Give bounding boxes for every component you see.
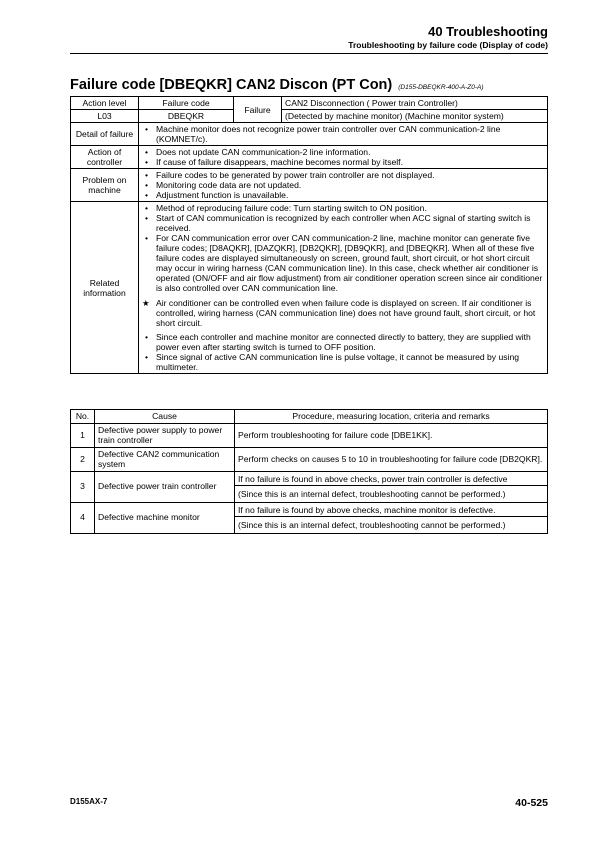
cause-table [70,409,548,534]
info-value-row [71,110,548,123]
cause-row [71,423,548,447]
cause-remark-line: If no failure is found by above checks, machine monitor is defective. [238,504,496,515]
cause-remark: Perform troubleshooting for failure code [DBE1KK]. [235,423,548,447]
col-cause-header: Cause [95,410,235,424]
cause-text: Defective CAN2 communication system [95,447,235,471]
col-remarks-header: Procedure, measuring location, criteria and remarks [235,410,548,424]
cause-row [71,471,548,502]
action-item: • Does not update CAN communication-2 line information. [142,147,544,157]
related-cell [139,202,548,374]
cause-remark: Perform checks on causes 5 to 10 in troubleshooting for failure code [DB2QKR]. [235,447,548,471]
cause-remark [235,471,548,502]
cause-no: 4 [71,502,95,533]
cause-no: 3 [71,471,95,502]
related-label: Related information [71,202,139,374]
failure-code-label: Failure code [139,97,234,110]
cause-text: Defective power supply to power train controller [95,423,235,447]
action-level-label: Action level [71,97,139,110]
model-code: D155AX-7 [70,797,108,806]
related-item: • Start of CAN communication is recognized by each controller when ACC signal of starting switch is received. [142,213,544,233]
page-number: 40-525 [515,797,548,809]
problem-label: Problem on machine [71,169,139,202]
cause-row [71,447,548,471]
related-note: ★ Air conditioner can be controlled even when failure code is displayed on screen. If air conditioner is controlled, wiring harness (CAN communication line) does not have ground fault, short circuit, or hot short circuit. [142,298,544,328]
failure-desc-1: CAN2 Disconnection ( Power train Controller) [282,97,548,110]
page-title [70,77,484,93]
cause-header-row [71,410,548,424]
problem-item: • Failure codes to be generated by power train controller are not displayed. [142,170,544,180]
cause-no: 2 [71,447,95,471]
action-label: Action of controller [71,146,139,169]
detail-text: • Machine monitor does not recognize power train controller over CAN communication-2 line (KOMNET/c). [142,124,544,144]
info-header-row [71,97,548,110]
related-row [71,202,548,374]
related-item: • For CAN communication error over CAN communication-2 line, machine monitor can generate five failure codes; [D8AQKR], [DAZQKR], [DB2QKR], [DB9QKR], and [DBEQKR]. When all of these five failure codes are displayed simultaneously on screen, ground fault, short circuit, or hot short circuit may occur in wiring harness (CAN communication line). In this case, check whether air conditioner is operated (ON/OFF and air flow adjustment) from air conditioner operation screen since air conditioner is also controlled over CAN communication line. [142,233,544,293]
cause-remark-line: (Since this is an internal defect, troubleshooting cannot be performed.) [235,516,547,532]
problem-item: • Adjustment function is unavailable. [142,190,544,200]
related-item: • Since signal of active CAN communication line is pulse voltage, it cannot be measured by using multimeter. [142,352,544,372]
subsection-title: Troubleshooting by failure code (Display of code) [348,40,548,50]
detail-label: Detail of failure [71,123,139,146]
title-text: Failure code [DBEQKR] CAN2 Discon (PT Con) [70,77,393,93]
action-row [71,146,548,169]
related-item: • Method of reproducing failure code: Turn starting switch to ON position. [142,203,544,213]
problem-cell [139,169,548,202]
action-item: • If cause of failure disappears, machine becomes normal by itself. [142,157,544,167]
failure-info-table [70,96,548,374]
cause-remark-line: (Since this is an internal defect, troubleshooting cannot be performed.) [235,485,547,501]
cause-text: Defective power train controller [95,471,235,502]
problem-row [71,169,548,202]
related-item: • Since each controller and machine monitor are connected directly to battery, they are supplied with power even after starting switch is turned to OFF position. [142,332,544,352]
col-no-header: No. [71,410,95,424]
header-rule [70,53,548,54]
failure-label: Failure [234,97,282,123]
cause-no: 1 [71,423,95,447]
cause-remark [235,502,548,533]
action-cell [139,146,548,169]
doc-code: (D155-DBEQKR-400-A-Z0-A) [398,84,484,91]
cause-row [71,502,548,533]
cause-text: Defective machine monitor [95,502,235,533]
failure-desc-2: (Detected by machine monitor) (Machine monitor system) [282,110,548,123]
cause-remark-line: If no failure is found in above checks, power train controller is defective [238,473,508,484]
problem-item: • Monitoring code data are not updated. [142,180,544,190]
failure-code-value: DBEQKR [139,110,234,123]
section-title: 40 Troubleshooting [428,24,548,39]
action-level-value: L03 [71,110,139,123]
detail-cell [139,123,548,146]
detail-row [71,123,548,146]
